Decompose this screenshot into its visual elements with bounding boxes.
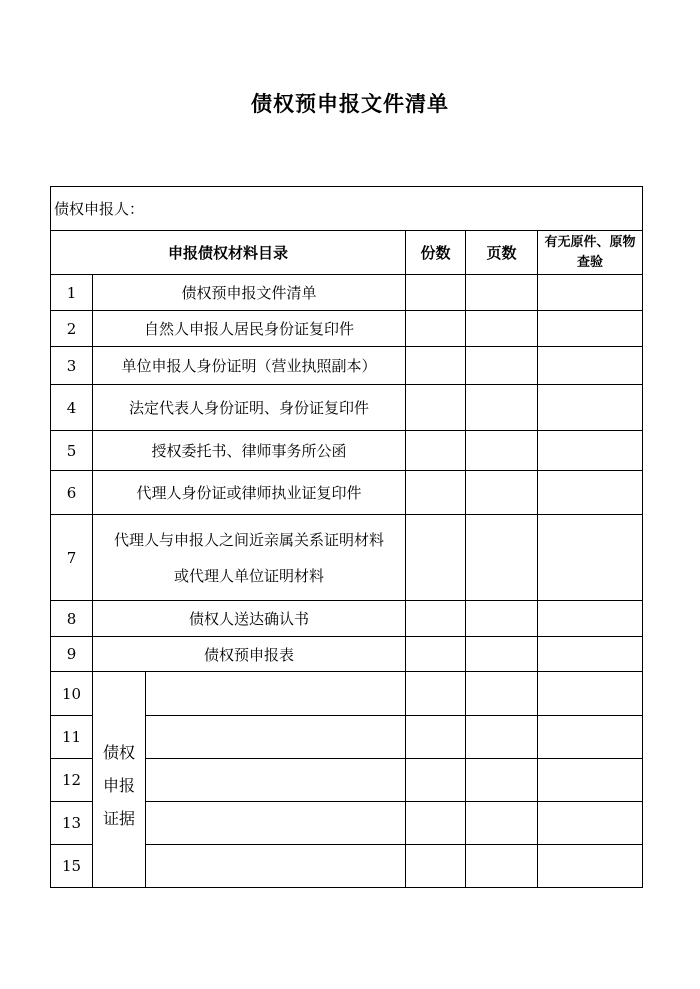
- table-row: [51, 431, 643, 471]
- row-item-name: 授权委托书、律师事务所公函: [93, 431, 406, 471]
- row-number: 5: [51, 431, 93, 471]
- evidence-row: [51, 672, 643, 716]
- header-catalog: 申报债权材料目录: [51, 231, 406, 275]
- header-original-check: [538, 231, 643, 275]
- row-number: 8: [51, 601, 93, 637]
- row-number: 4: [51, 385, 93, 431]
- pages-cell[interactable]: [466, 385, 538, 431]
- evidence-label: [93, 672, 146, 888]
- copies-cell[interactable]: [406, 431, 466, 471]
- row-number: 7: [51, 515, 93, 601]
- original-check-cell[interactable]: [538, 275, 643, 311]
- header-pages: 页数: [466, 231, 538, 275]
- original-check-cell[interactable]: [538, 716, 643, 759]
- copies-cell[interactable]: [406, 672, 466, 716]
- row-item-name: [93, 515, 406, 601]
- applicant-cell[interactable]: [51, 187, 643, 231]
- copies-cell[interactable]: [406, 716, 466, 759]
- original-check-cell[interactable]: [538, 515, 643, 601]
- copies-cell[interactable]: [406, 515, 466, 601]
- row-number: 2: [51, 311, 93, 347]
- copies-cell[interactable]: [406, 347, 466, 385]
- page-title: 债权预申报文件清单: [251, 92, 449, 116]
- row-number: 12: [51, 759, 93, 802]
- row-number: 13: [51, 802, 93, 845]
- original-check-cell[interactable]: [538, 637, 643, 672]
- original-check-cell[interactable]: [538, 672, 643, 716]
- original-check-cell[interactable]: [538, 759, 643, 802]
- pages-cell[interactable]: [466, 601, 538, 637]
- original-check-cell[interactable]: [538, 601, 643, 637]
- evidence-item-cell[interactable]: [146, 759, 406, 802]
- row-number: 3: [51, 347, 93, 385]
- table-header-row: [51, 231, 643, 275]
- original-check-cell[interactable]: [538, 385, 643, 431]
- pages-cell[interactable]: [466, 802, 538, 845]
- pages-cell[interactable]: [466, 311, 538, 347]
- original-check-cell[interactable]: [538, 471, 643, 515]
- copies-cell[interactable]: [406, 311, 466, 347]
- header-original-line2: 查验: [577, 254, 604, 270]
- evidence-item-cell[interactable]: [146, 672, 406, 716]
- pages-cell[interactable]: [466, 275, 538, 311]
- copies-cell[interactable]: [406, 601, 466, 637]
- original-check-cell[interactable]: [538, 311, 643, 347]
- row-item-name: 债权预申报文件清单: [93, 275, 406, 311]
- pages-cell[interactable]: [466, 637, 538, 672]
- original-check-cell[interactable]: [538, 845, 643, 888]
- pages-cell[interactable]: [466, 672, 538, 716]
- row-item-name: 单位申报人身份证明（营业执照副本）: [93, 347, 406, 385]
- row-item-name: 债权人送达确认书: [93, 601, 406, 637]
- copies-cell[interactable]: [406, 471, 466, 515]
- row-number: 11: [51, 716, 93, 759]
- row-number: 9: [51, 637, 93, 672]
- pages-cell[interactable]: [466, 471, 538, 515]
- row-item-name-line1: 代理人与申报人之间近亲属关系证明材料: [113, 530, 384, 549]
- table-row: [51, 601, 643, 637]
- row-number: 6: [51, 471, 93, 515]
- copies-cell[interactable]: [406, 637, 466, 672]
- original-check-cell[interactable]: [538, 431, 643, 471]
- row-number: 10: [51, 672, 93, 716]
- evidence-label-line1: 债权: [102, 743, 135, 762]
- pages-cell[interactable]: [466, 845, 538, 888]
- applicant-label: 债权申报人：: [54, 200, 145, 218]
- evidence-item-cell[interactable]: [146, 802, 406, 845]
- copies-cell[interactable]: [406, 759, 466, 802]
- evidence-label-line2: 申报: [102, 776, 135, 795]
- table-row: [51, 347, 643, 385]
- table-row: [51, 637, 643, 672]
- pages-cell[interactable]: [466, 431, 538, 471]
- copies-cell[interactable]: [406, 845, 466, 888]
- pages-cell[interactable]: [466, 716, 538, 759]
- declaration-file-table: [50, 186, 643, 888]
- row-item-name: 债权预申报表: [93, 637, 406, 672]
- row-item-name: 自然人申报人居民身份证复印件: [93, 311, 406, 347]
- copies-cell[interactable]: [406, 275, 466, 311]
- row-number: 1: [51, 275, 93, 311]
- row-item-name-line2: 或代理人单位证明材料: [173, 566, 324, 585]
- header-copies: 份数: [406, 231, 466, 275]
- row-number: 15: [51, 845, 93, 888]
- row-item-name: 代理人身份证或律师执业证复印件: [93, 471, 406, 515]
- evidence-label-line3: 证据: [102, 809, 135, 828]
- row-item-name: 法定代表人身份证明、身份证复印件: [93, 385, 406, 431]
- pages-cell[interactable]: [466, 347, 538, 385]
- table-row: [51, 275, 643, 311]
- table-row: [51, 471, 643, 515]
- original-check-cell[interactable]: [538, 347, 643, 385]
- original-check-cell[interactable]: [538, 802, 643, 845]
- copies-cell[interactable]: [406, 802, 466, 845]
- table-row: [51, 311, 643, 347]
- table-row: [51, 515, 643, 601]
- copies-cell[interactable]: [406, 385, 466, 431]
- pages-cell[interactable]: [466, 515, 538, 601]
- table-row: [51, 385, 643, 431]
- header-original-line1: 有无原件、原物: [544, 234, 636, 250]
- evidence-item-cell[interactable]: [146, 845, 406, 888]
- evidence-item-cell[interactable]: [146, 716, 406, 759]
- pages-cell[interactable]: [466, 759, 538, 802]
